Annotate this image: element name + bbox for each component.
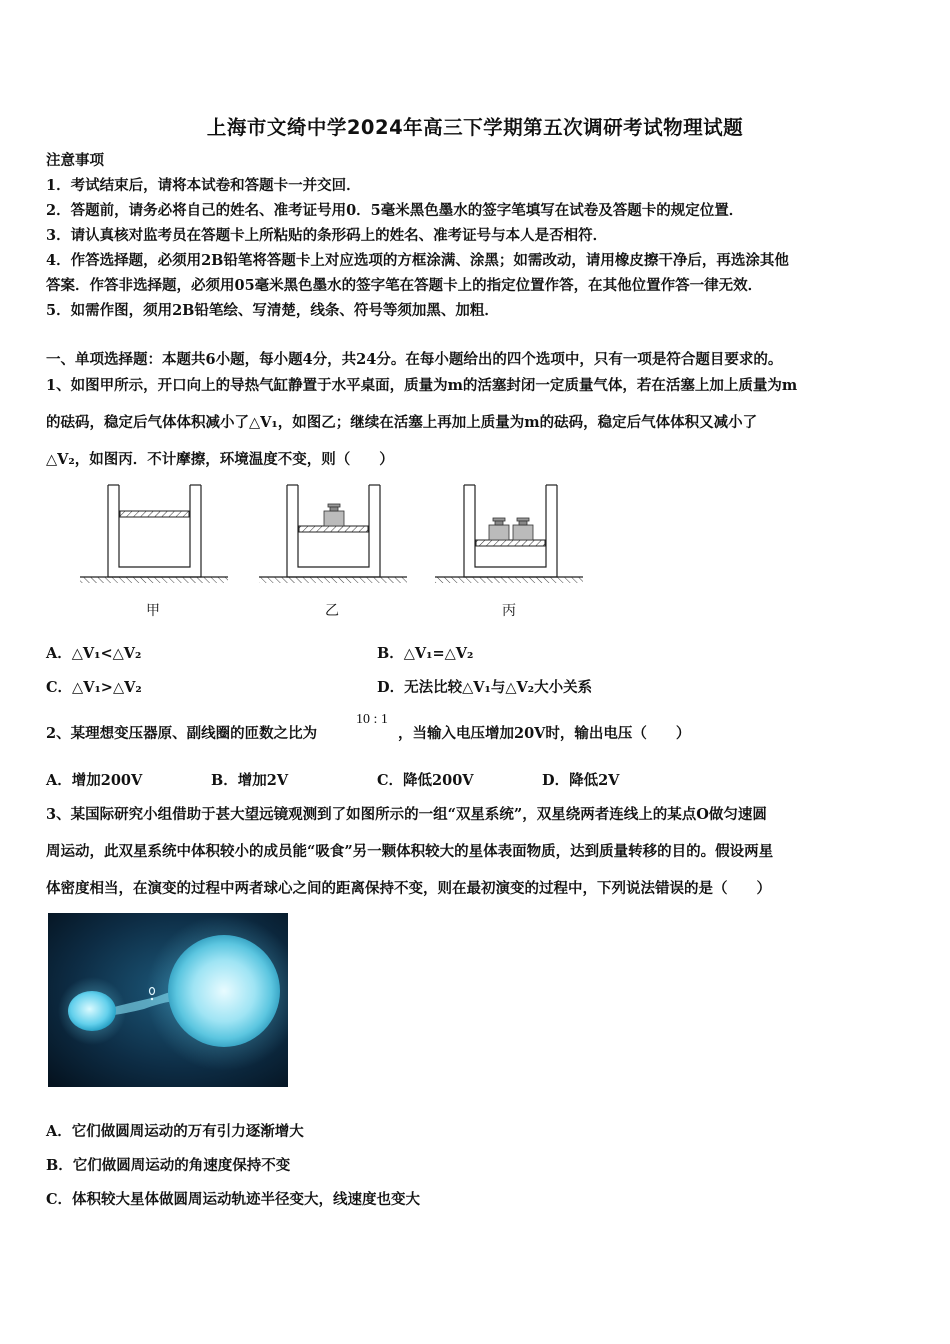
q1-stem-line: 的砝码，稳定后气体体积减小了△V₁，如图乙；继续在活塞上再加上质量为m的砝码，稳定后气体体积又减小了	[46, 414, 758, 431]
cylinder-bing	[435, 485, 583, 583]
notice-item: 2．答题前，请务必将自己的姓名、准考证号用0．5毫米黑色墨水的签字笔填写在试卷及答题卡的规定位置．	[46, 202, 744, 219]
large-star	[168, 935, 280, 1047]
page-title: 上海市文绮中学2024年高三下学期第五次调研考试物理试题	[206, 116, 744, 139]
cylinder-jia	[80, 485, 228, 583]
q1-option-a: A．△V₁<△V₂	[46, 645, 142, 662]
q1-stem-line: △V₂，如图丙．不计摩擦，环境温度不变，则（ ）	[46, 451, 394, 468]
q3-option-c: C．体积较大星体做圆周运动轨迹半径变大，线速度也变大	[46, 1191, 421, 1208]
weight-icon	[513, 518, 533, 540]
binary-star-image	[48, 913, 288, 1087]
figure-label-jia: 甲	[146, 603, 160, 619]
q1-option-c: C．△V₁>△V₂	[46, 679, 142, 696]
q2-option-c: C．降低200V	[377, 772, 474, 789]
q1-stem-line: 1、如图甲所示，开口向上的导热气缸静置于水平桌面，质量为m的活塞封闭一定质量气体，若在活塞上加上质量为m	[46, 377, 798, 394]
q3-option-a: A．它们做圆周运动的万有引力逐渐增大	[46, 1123, 304, 1140]
q3-stem-line: 周运动，此双星系统中体积较小的成员能“吸食”另一颗体积较大的星体表面物质，达到质量转移的目的。假设两星	[46, 843, 774, 860]
q2-option-a: A．增加200V	[46, 772, 143, 789]
small-star	[68, 991, 116, 1031]
weight-icon	[489, 518, 509, 540]
figure-label-yi: 乙	[325, 603, 339, 619]
q3-stem-line: 体密度相当，在演变的过程中两者球心之间的距离保持不变，则在最初演变的过程中，下列说法错误的是（ ）	[46, 880, 771, 897]
image-label-o: O	[152, 984, 153, 985]
q2-stem-b: ，当输入电压增加20V时，输出电压（ ）	[398, 725, 691, 742]
q2-stem-a: 2、某理想变压器原、副线圈的匝数之比为	[46, 725, 318, 742]
notice-item: 4．作答选择题，必须用2B铅笔将答题卡上对应选项的方框涂满、涂黑；如需改动，请用橡皮擦干净后，再选涂其他	[46, 252, 789, 269]
q3-option-b: B．它们做圆周运动的角速度保持不变	[46, 1157, 291, 1174]
section-heading: 一、单项选择题：本题共6小题，每小题4分，共24分。在每小题给出的四个选项中，只有一项是符合题目要求的。	[46, 351, 783, 368]
q1-option-d: D．无法比较△V₁与△V₂大小关系	[377, 679, 593, 696]
q1-option-b: B．△V₁=△V₂	[377, 645, 474, 662]
notice-item: 3．请认真核对监考员在答题卡上所粘贴的条形码上的姓名、准考证号与本人是否相符．	[46, 227, 608, 244]
q2-ratio: 10 : 1	[356, 712, 388, 727]
q2-option-d: D．降低2V	[542, 772, 620, 789]
notice-item: 5．如需作图，须用2B铅笔绘、写清楚，线条、符号等须加黑、加粗．	[46, 302, 499, 319]
cylinder-yi	[259, 485, 407, 583]
weight-icon	[324, 504, 344, 526]
q3-stem-line: 3、某国际研究小组借助于甚大望远镜观测到了如图所示的一组“双星系统”，双星绕两者连线上的某点O做匀速圆	[46, 806, 767, 823]
notice-item: 1．考试结束后，请将本试卷和答题卡一并交回．	[46, 177, 361, 194]
figure-label-bing: 丙	[502, 603, 516, 619]
q2-option-b: B．增加2V	[211, 772, 289, 789]
notice-heading: 注意事项	[46, 152, 104, 169]
notice-item: 答案．作答非选择题，必须用05毫米黑色墨水的签字笔在答题卡上的指定位置作答，在其他位置作答一律无效．	[46, 277, 763, 294]
q1-cylinder-figure	[78, 480, 588, 590]
